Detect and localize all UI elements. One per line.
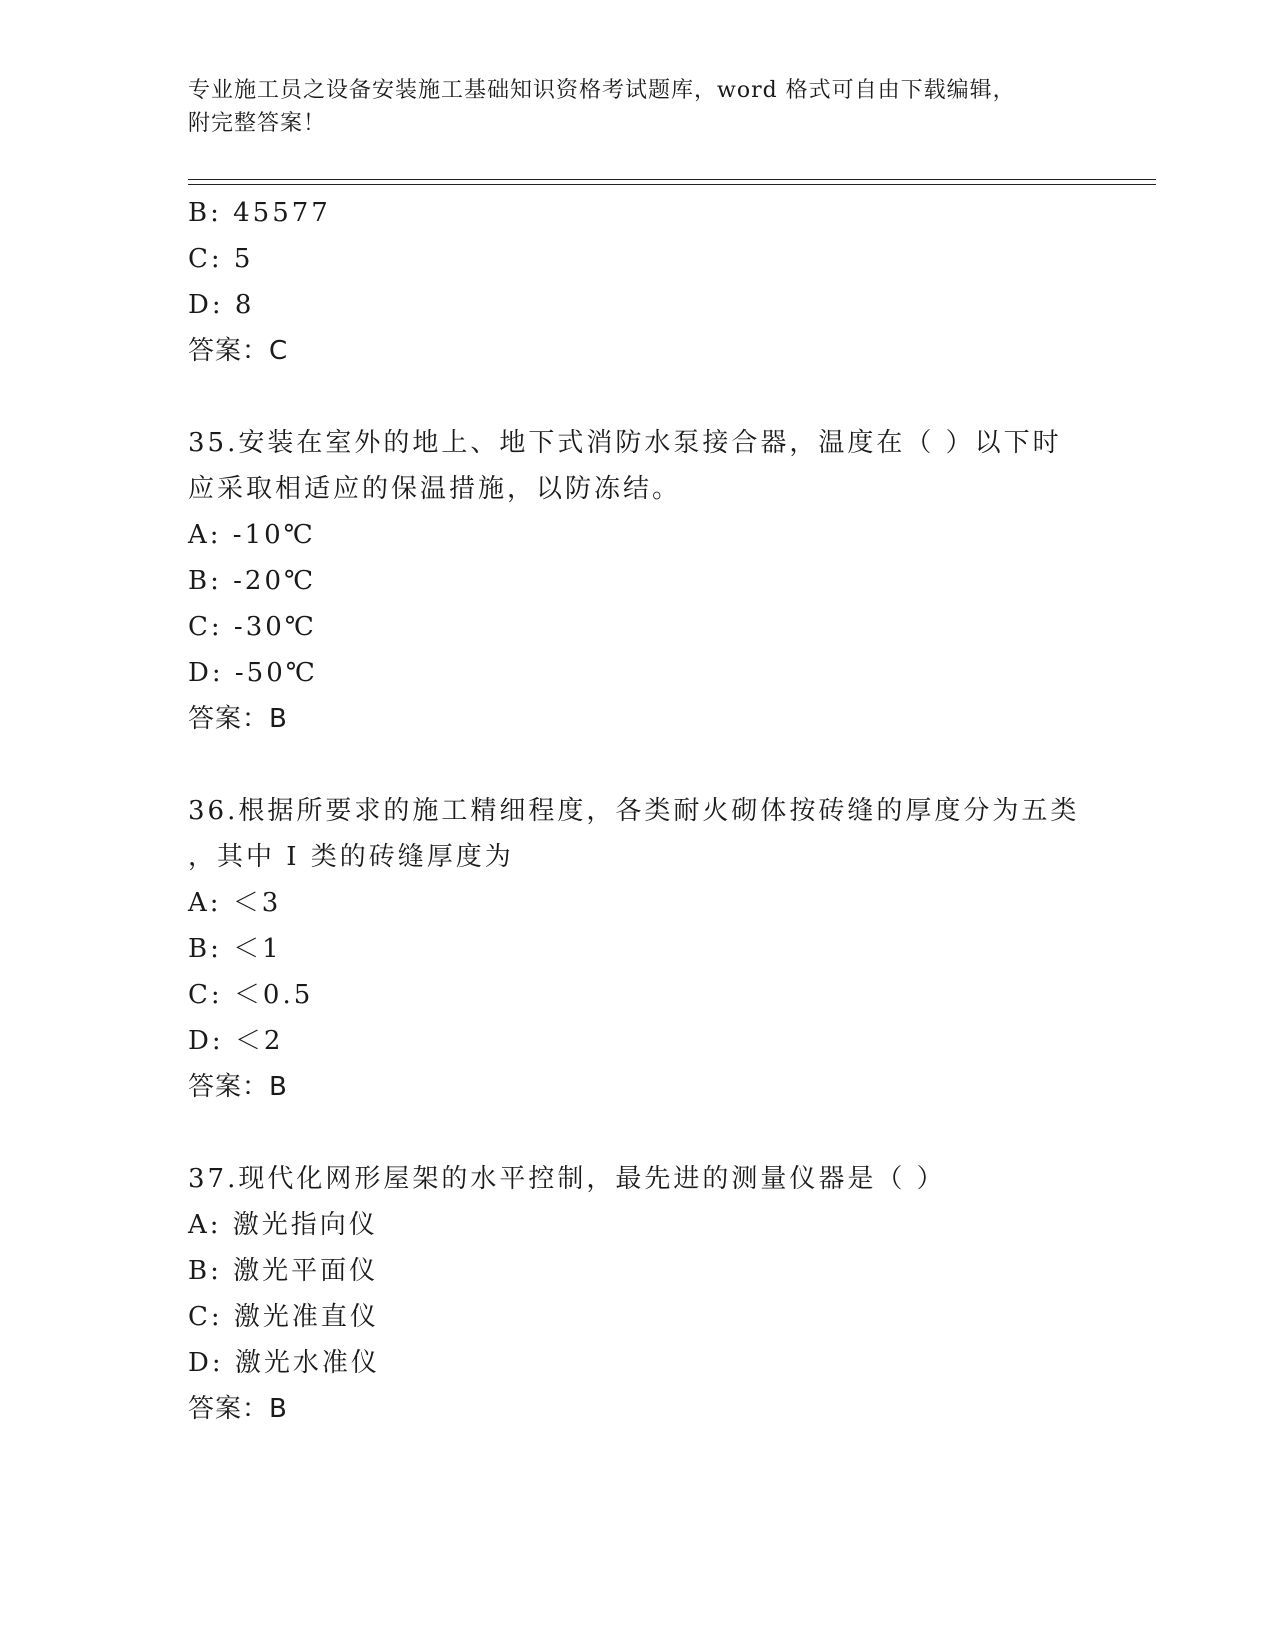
question-block-36 — [188, 788, 1088, 1110]
header-line-1: 专业施工员之设备安装施工基础知识资格考试题库，word 格式可自由下载编辑， — [188, 78, 1016, 103]
question-block-35 — [188, 420, 1088, 742]
answer-line: 答案：B — [188, 1072, 288, 1102]
option-c: C: ＜0.5 — [188, 980, 314, 1010]
answer-line: 答案：B — [188, 1394, 288, 1424]
question-stem-line: 37.现代化网形屋架的水平控制，最先进的测量仪器是（ ） — [188, 1164, 946, 1194]
question-block-partial — [188, 190, 1088, 374]
question-stem-line: 36.根据所要求的施工精细程度，各类耐火砌体按砖缝的厚度分为五类 — [188, 796, 1080, 826]
option-a: A: -10℃ — [188, 520, 316, 550]
header-divider-top — [188, 179, 1156, 180]
option-c: C: 激光准直仪 — [188, 1302, 379, 1332]
option-d: D: -50℃ — [188, 658, 318, 688]
option-a: A: ＜3 — [188, 888, 282, 918]
option-c: C: -30℃ — [188, 612, 317, 642]
answer-line: 答案：B — [188, 704, 288, 734]
option-d: D: ＜2 — [188, 1026, 284, 1056]
option-c: C: 5 — [188, 244, 254, 274]
option-b: B: 激光平面仪 — [188, 1256, 379, 1286]
header-line-2: 附完整答案！ — [188, 111, 327, 136]
question-stem-line: 35.安装在室外的地上、地下式消防水泵接合器，温度在（ ）以下时 — [188, 428, 1062, 458]
option-b: B: 45577 — [188, 198, 331, 228]
option-d: D: 8 — [188, 290, 255, 320]
question-stem-line: 应采取相适应的保温措施，以防冻结。 — [188, 474, 682, 504]
question-stem-line: ，其中 I 类的砖缝厚度为 — [188, 842, 514, 872]
option-b: B: ＜1 — [188, 934, 282, 964]
question-block-37 — [188, 1156, 1088, 1432]
document-header — [188, 74, 1088, 140]
question-list — [188, 190, 1088, 1432]
option-d: D: 激光水准仪 — [188, 1348, 380, 1378]
header-divider-bottom — [188, 184, 1156, 185]
option-b: B: -20℃ — [188, 566, 317, 596]
answer-line: 答案：C — [188, 336, 289, 366]
option-a: A: 激光指向仪 — [188, 1210, 378, 1240]
